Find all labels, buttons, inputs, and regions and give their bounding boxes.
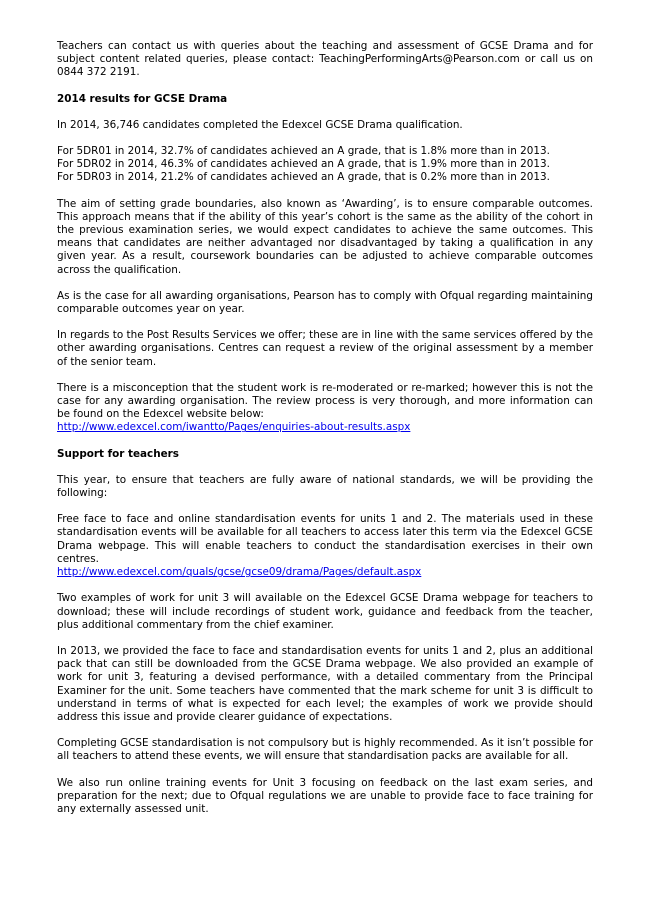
examples-paragraph: Two examples of work for unit 3 will available on the Edexcel GCSE Drama webpage for teachers to download; these will include recordings of student work, guidance and feedback from the teacher, plus additional commentary from the chief examiner. [57,592,593,631]
unit-result-5dr01: For 5DR01 in 2014, 32.7% of candidates achieved an A grade, that is 1.8% more than in 2013. [57,145,550,158]
results-heading: 2014 results for GCSE Drama [57,92,228,105]
awarding-paragraph: The aim of setting grade boundaries, also known as ‘Awarding’, is to ensure comparable outcomes. This approach means that if the ability of this year’s cohort is the same as the ability of the cohort in the previous examination series, we would expect candidates to achieve the same outcomes. This means that candidates are neither advantaged nor disadvantaged by taking a qualification in any given year. As a result, coursework boundaries can be adjusted to achieve comparable outcomes across the qualification. [57,197,593,276]
post-results-paragraph: In regards to the Post Results Services we offer; these are in line with the same services offered by the other awarding organisations. Centres can request a review of the original assessment by a member of the senior team. [57,329,593,368]
free-events-block [57,513,593,579]
contact-paragraph: Teachers can contact us with queries about the teaching and assessment of GCSE Drama and for subject content related queries, please contact: TeachingPerformingArts@Pearson.com or call us on 0844 372 2191. [57,40,593,79]
misconception-paragraph: There is a misconception that the student work is re-moderated or re-marked; however this is not the case for any awarding organisation. The review process is very thorough, and more information can be found on the Edexcel website below: [57,381,593,421]
candidates-paragraph: In 2014, 36,746 candidates completed the Edexcel GCSE Drama qualification. [57,118,463,131]
support-intro-paragraph: This year, to ensure that teachers are fully aware of national standards, we will be providing the following: [57,473,593,500]
free-events-paragraph: Free face to face and online standardisation events for units 1 and 2. The materials used in these standardisation events will be available for all teachers to access later this term via the Edexcel GCSE Drama webpage. This will enable teachers to conduct the standardisation exercises in their own centres. [57,513,593,565]
support-heading: Support for teachers [57,447,179,460]
ofqual-paragraph: As is the case for all awarding organisations, Pearson has to comply with Ofqual regarding maintaining comparable outcomes year on year. [57,289,593,316]
unit-results-list [57,145,593,185]
in-2013-paragraph: In 2013, we provided the face to face and standardisation events for units 1 and 2, plus an additional pack that can still be downloaded from the GCSE Drama webpage. We also provided an example of work for unit 3, featuring a devised performance, with a detailed commentary from the Principal Examiner for the unit. Some teachers have commented that the mark scheme for unit 3 is difficult to understand in terms of what is expected for each level; the examples of work we provide should address this issue and provide clearer guidance of expectations. [57,644,593,723]
online-training-paragraph: We also run online training events for Unit 3 focusing on feedback on the last exam series, and preparation for the next; due to Ofqual regulations we are unable to provide face to face training for any externally assessed unit. [57,776,593,815]
document-page [57,40,593,829]
misconception-block [57,382,593,435]
enquiries-link[interactable]: http://www.edexcel.com/iwantto/Pages/enquiries-about-results.aspx [57,421,411,434]
completing-paragraph: Completing GCSE standardisation is not compulsory but is highly recommended. As it isn’t possible for all teachers to attend these events, we will ensure that standardisation packs are available for all. [57,737,593,763]
drama-webpage-link[interactable]: http://www.edexcel.com/quals/gcse/gcse09/drama/Pages/default.aspx [57,566,422,579]
unit-result-5dr02: For 5DR02 in 2014, 46.3% of candidates achieved an A grade, that is 1.9% more than in 2013. [57,158,550,171]
unit-result-5dr03: For 5DR03 in 2014, 21.2% of candidates achieved an A grade, that is 0.2% more than in 2013. [57,171,550,184]
